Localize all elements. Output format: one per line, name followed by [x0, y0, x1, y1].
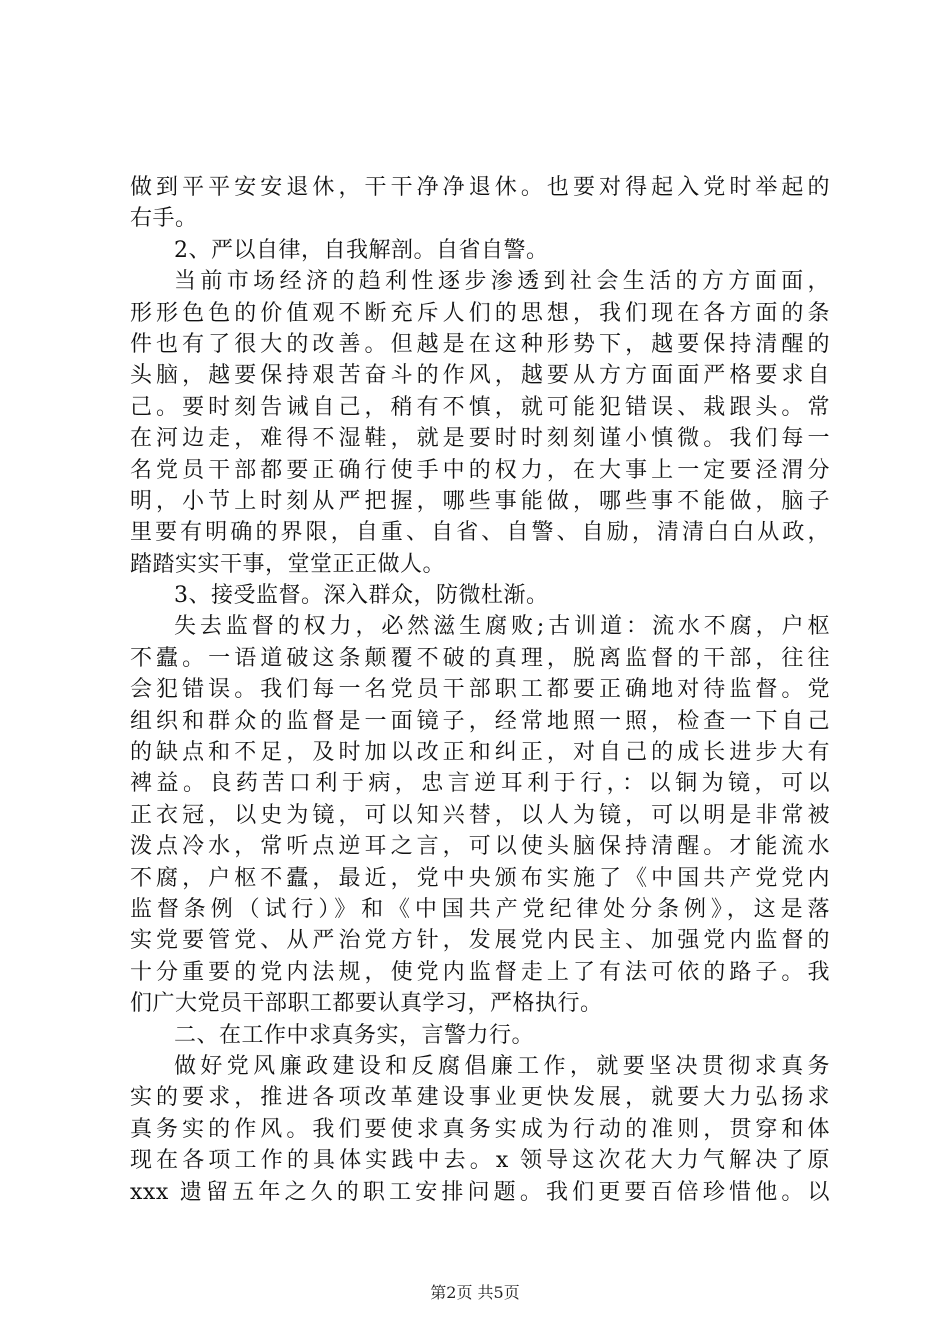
body-line: 实党要管党、从严治党方针，发展党内民主、加强党内监督的 — [130, 928, 830, 954]
body-line: 做好党风廉政建设和反腐倡廉工作，就要坚决贯彻求真务 — [174, 1053, 830, 1079]
body-line: 组织和群众的监督是一面镜子，经常地照一照，检查一下自己 — [130, 708, 830, 734]
body-line: 件也有了很大的改善。但越是在这种形势下，越要保持清醒的 — [130, 331, 830, 357]
body-line: 右手。 — [130, 206, 198, 232]
body-line: 们广大党员干部职工都要认真学习，严格执行。 — [130, 991, 603, 1017]
body-line: 实的要求，推进各项改革建设事业更快发展，就要大力弘扬求 — [130, 1085, 830, 1111]
body-line: 现在各项工作的具体实践中去。x 领导这次花大力气解决了原 — [130, 1148, 830, 1174]
body-line: 失去监督的权力，必然滋生腐败;古训道：流水不腐，户枢 — [174, 614, 830, 640]
document-body — [130, 172, 830, 1208]
body-line: 十分重要的党内法规，使党内监督走上了有法可依的路子。我 — [130, 959, 830, 985]
body-line: 明，小节上时刻从严把握，哪些事能做，哪些事不能做，脑子 — [130, 488, 830, 514]
body-line: 裨益。良药苦口利于病，忠言逆耳利于行，：以铜为镜，可以 — [130, 771, 830, 797]
section-heading: 3、接受监督。深入群众，防微杜渐。 — [174, 583, 549, 609]
body-line: 踏踏实实干事，堂堂正正做人。 — [130, 551, 446, 577]
body-line: 己。要时刻告诫自己，稍有不慎，就可能犯错误、栽跟头。常 — [130, 394, 830, 420]
body-line: 头脑，越要保持艰苦奋斗的作风，越要从方方面面严格要求自 — [130, 363, 830, 389]
section-heading: 2、严以自律，自我解剖。自省自警。 — [174, 237, 549, 263]
body-line: 真务实的作风。我们要使求真务实成为行动的准则，贯穿和体 — [130, 1116, 830, 1142]
body-line: 泼点冷水，常听点逆耳之言，可以使头脑保持清醒。才能流水 — [130, 834, 830, 860]
body-line: 当前市场经济的趋利性逐步渗透到社会生活的方方面面， — [174, 269, 830, 295]
body-line: 里要有明确的界限，自重、自省、自警、自励，清清白白从政， — [130, 520, 830, 546]
body-line: 不蠹。一语道破这条颠覆不破的真理，脱离监督的干部，往往 — [130, 645, 830, 671]
body-line: 在河边走，难得不湿鞋，就是要时时刻刻谨小慎微。我们每一 — [130, 426, 830, 452]
body-line: 会犯错误。我们每一名党员干部职工都要正确地对待监督。党 — [130, 677, 830, 703]
body-line: 不腐，户枢不蠹，最近，党中央颁布实施了《中国共产党党内 — [130, 865, 830, 891]
body-line: 正衣冠，以史为镜，可以知兴替，以人为镜，可以明是非常被 — [130, 802, 830, 828]
section-heading: 二、在工作中求真务实，言警力行。 — [174, 1022, 535, 1048]
body-line: 监督条例（试行）》和《中国共产党纪律处分条例》，这是落 — [130, 896, 830, 922]
page-number-footer: 第2页 共5页 — [430, 1283, 520, 1302]
body-line: 形形色色的价值观不断充斥人们的思想，我们现在各方面的条 — [130, 300, 830, 326]
body-line: 的缺点和不足，及时加以改正和纠正，对自己的成长进步大有 — [130, 740, 830, 766]
body-line: 做到平平安安退休，干干净净退休。也要对得起入党时举起的 — [130, 175, 830, 200]
body-line: 名党员干部都要正确行使手中的权力，在大事上一定要泾渭分 — [130, 457, 830, 483]
body-line: xxx 遗留五年之久的职工安排问题。我们更要百倍珍惜他。以 — [130, 1179, 830, 1205]
